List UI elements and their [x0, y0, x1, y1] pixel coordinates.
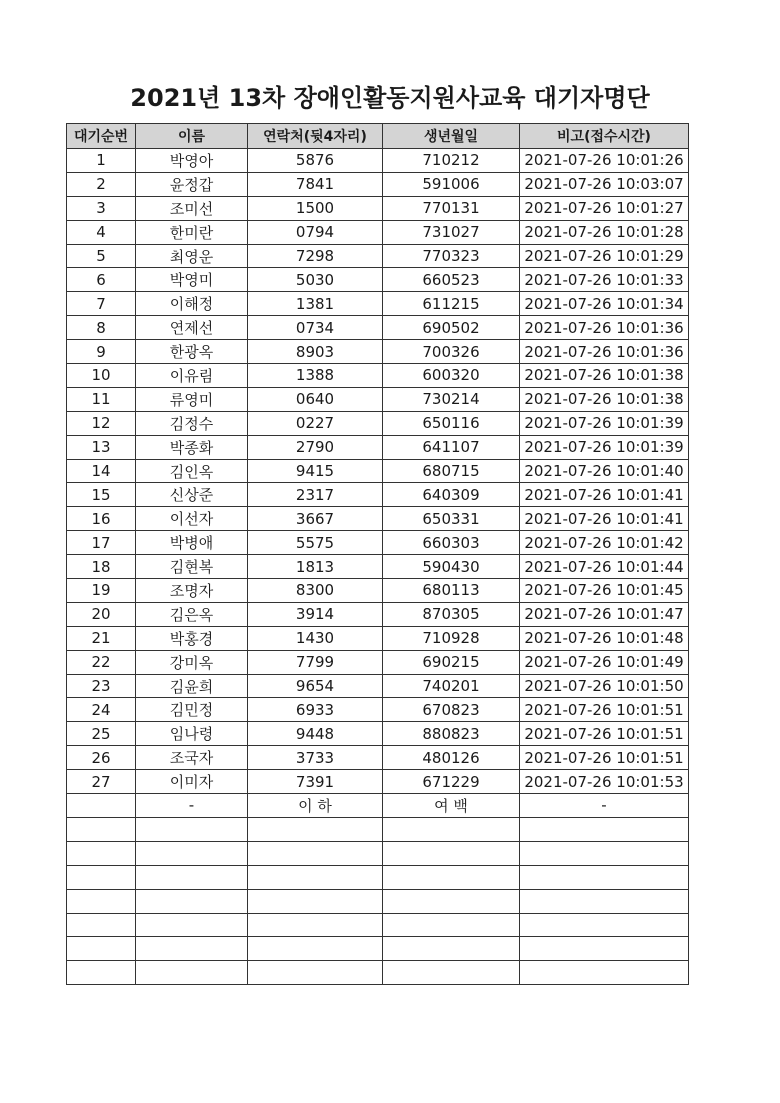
cell-note: 2021-07-26 10:01:42 [520, 531, 689, 555]
table-row [67, 316, 689, 340]
closing-cell-name: - [136, 794, 248, 818]
cell-note: 2021-07-26 10:01:38 [520, 387, 689, 411]
cell-name: 류영미 [136, 387, 248, 411]
cell-birthdate: 690215 [383, 650, 520, 674]
cell-name: 연제선 [136, 316, 248, 340]
cell-contact: 0227 [248, 411, 383, 435]
header-waitlist-number: 대기순번 [67, 124, 136, 149]
header-note: 비고(접수시간) [520, 124, 689, 149]
cell-name: 조명자 [136, 579, 248, 603]
cell-waitlist-number: 21 [67, 626, 136, 650]
cell-contact: 1430 [248, 626, 383, 650]
cell-birthdate: 650331 [383, 507, 520, 531]
cell-birthdate: 700326 [383, 340, 520, 364]
blank-cell [67, 817, 136, 841]
cell-note: 2021-07-26 10:01:39 [520, 435, 689, 459]
closing-row [67, 794, 689, 818]
cell-note: 2021-07-26 10:01:41 [520, 507, 689, 531]
table-row [67, 602, 689, 626]
cell-name: 강미옥 [136, 650, 248, 674]
cell-name: 김은옥 [136, 602, 248, 626]
cell-note: 2021-07-26 10:01:45 [520, 579, 689, 603]
cell-name: 박영미 [136, 268, 248, 292]
table-row [67, 722, 689, 746]
cell-contact: 8903 [248, 340, 383, 364]
cell-birthdate: 680113 [383, 579, 520, 603]
blank-cell [248, 913, 383, 937]
closing-cell-contact: 이 하 [248, 794, 383, 818]
cell-waitlist-number: 8 [67, 316, 136, 340]
blank-cell [248, 961, 383, 985]
blank-cell [67, 961, 136, 985]
cell-contact: 7841 [248, 172, 383, 196]
table-body [67, 149, 689, 985]
blank-row [67, 937, 689, 961]
cell-waitlist-number: 4 [67, 220, 136, 244]
cell-name: 김윤희 [136, 674, 248, 698]
cell-name: 임나령 [136, 722, 248, 746]
table-row [67, 172, 689, 196]
cell-name: 한광옥 [136, 340, 248, 364]
cell-contact: 7298 [248, 244, 383, 268]
table-row [67, 650, 689, 674]
table-row [67, 220, 689, 244]
table-row [67, 579, 689, 603]
cell-birthdate: 710928 [383, 626, 520, 650]
cell-birthdate: 480126 [383, 746, 520, 770]
blank-row [67, 841, 689, 865]
cell-waitlist-number: 12 [67, 411, 136, 435]
closing-cell-note: - [520, 794, 689, 818]
closing-cell-waitlist-number [67, 794, 136, 818]
cell-contact: 5575 [248, 531, 383, 555]
blank-cell [520, 865, 689, 889]
cell-contact: 1381 [248, 292, 383, 316]
blank-row [67, 913, 689, 937]
blank-cell [248, 865, 383, 889]
header-contact: 연락처(뒷4자리) [248, 124, 383, 149]
blank-cell [67, 841, 136, 865]
header-birthdate: 생년월일 [383, 124, 520, 149]
table-row [67, 674, 689, 698]
cell-birthdate: 770323 [383, 244, 520, 268]
cell-birthdate: 660523 [383, 268, 520, 292]
blank-cell [248, 841, 383, 865]
cell-name: 이유림 [136, 364, 248, 388]
blank-row [67, 889, 689, 913]
cell-note: 2021-07-26 10:01:29 [520, 244, 689, 268]
blank-row [67, 865, 689, 889]
cell-contact: 9654 [248, 674, 383, 698]
cell-birthdate: 880823 [383, 722, 520, 746]
cell-name: 윤정갑 [136, 172, 248, 196]
blank-cell [67, 937, 136, 961]
table-row [67, 364, 689, 388]
cell-note: 2021-07-26 10:01:47 [520, 602, 689, 626]
blank-row [67, 961, 689, 985]
cell-name: 김정수 [136, 411, 248, 435]
cell-birthdate: 611215 [383, 292, 520, 316]
table-row [67, 340, 689, 364]
blank-row [67, 817, 689, 841]
cell-waitlist-number: 16 [67, 507, 136, 531]
cell-note: 2021-07-26 10:01:36 [520, 340, 689, 364]
cell-waitlist-number: 23 [67, 674, 136, 698]
cell-contact: 5030 [248, 268, 383, 292]
cell-waitlist-number: 20 [67, 602, 136, 626]
cell-birthdate: 671229 [383, 770, 520, 794]
table-row [67, 244, 689, 268]
blank-cell [520, 961, 689, 985]
cell-note: 2021-07-26 10:01:51 [520, 746, 689, 770]
blank-cell [383, 841, 520, 865]
cell-waitlist-number: 18 [67, 555, 136, 579]
blank-cell [136, 937, 248, 961]
cell-contact: 9415 [248, 459, 383, 483]
cell-note: 2021-07-26 10:01:48 [520, 626, 689, 650]
table-row [67, 411, 689, 435]
cell-name: 박병애 [136, 531, 248, 555]
table-row [67, 555, 689, 579]
blank-cell [248, 937, 383, 961]
cell-contact: 5876 [248, 149, 383, 173]
cell-waitlist-number: 24 [67, 698, 136, 722]
table-row [67, 459, 689, 483]
table-row [67, 698, 689, 722]
waitlist-table [66, 123, 689, 985]
cell-waitlist-number: 5 [67, 244, 136, 268]
cell-contact: 0734 [248, 316, 383, 340]
cell-birthdate: 731027 [383, 220, 520, 244]
cell-contact: 2790 [248, 435, 383, 459]
cell-contact: 0794 [248, 220, 383, 244]
cell-name: 조미선 [136, 196, 248, 220]
cell-contact: 9448 [248, 722, 383, 746]
blank-cell [248, 889, 383, 913]
cell-note: 2021-07-26 10:01:34 [520, 292, 689, 316]
table-row [67, 196, 689, 220]
blank-cell [383, 889, 520, 913]
cell-contact: 0640 [248, 387, 383, 411]
cell-note: 2021-07-26 10:01:28 [520, 220, 689, 244]
cell-contact: 2317 [248, 483, 383, 507]
blank-cell [136, 841, 248, 865]
cell-waitlist-number: 15 [67, 483, 136, 507]
blank-cell [520, 913, 689, 937]
cell-birthdate: 870305 [383, 602, 520, 626]
cell-name: 김현복 [136, 555, 248, 579]
cell-waitlist-number: 26 [67, 746, 136, 770]
cell-birthdate: 770131 [383, 196, 520, 220]
cell-contact: 7391 [248, 770, 383, 794]
cell-note: 2021-07-26 10:01:33 [520, 268, 689, 292]
blank-cell [383, 817, 520, 841]
cell-note: 2021-07-26 10:01:51 [520, 698, 689, 722]
cell-name: 김인옥 [136, 459, 248, 483]
table-row [67, 507, 689, 531]
cell-name: 박종화 [136, 435, 248, 459]
cell-birthdate: 690502 [383, 316, 520, 340]
blank-cell [136, 889, 248, 913]
table-row [67, 531, 689, 555]
cell-note: 2021-07-26 10:01:38 [520, 364, 689, 388]
blank-cell [136, 961, 248, 985]
cell-waitlist-number: 14 [67, 459, 136, 483]
blank-cell [136, 913, 248, 937]
blank-cell [520, 817, 689, 841]
blank-cell [67, 913, 136, 937]
cell-birthdate: 650116 [383, 411, 520, 435]
cell-note: 2021-07-26 10:01:53 [520, 770, 689, 794]
cell-name: 최영운 [136, 244, 248, 268]
cell-waitlist-number: 13 [67, 435, 136, 459]
blank-cell [520, 889, 689, 913]
cell-note: 2021-07-26 10:01:39 [520, 411, 689, 435]
cell-waitlist-number: 9 [67, 340, 136, 364]
table-row [67, 149, 689, 173]
cell-name: 조국자 [136, 746, 248, 770]
cell-birthdate: 730214 [383, 387, 520, 411]
cell-waitlist-number: 7 [67, 292, 136, 316]
cell-birthdate: 680715 [383, 459, 520, 483]
blank-cell [520, 841, 689, 865]
cell-waitlist-number: 6 [67, 268, 136, 292]
cell-note: 2021-07-26 10:01:40 [520, 459, 689, 483]
blank-cell [383, 865, 520, 889]
cell-note: 2021-07-26 10:01:27 [520, 196, 689, 220]
cell-contact: 7799 [248, 650, 383, 674]
cell-waitlist-number: 22 [67, 650, 136, 674]
cell-note: 2021-07-26 10:01:51 [520, 722, 689, 746]
blank-cell [67, 889, 136, 913]
cell-waitlist-number: 10 [67, 364, 136, 388]
table-row [67, 746, 689, 770]
cell-name: 박홍경 [136, 626, 248, 650]
cell-note: 2021-07-26 10:01:26 [520, 149, 689, 173]
cell-contact: 1388 [248, 364, 383, 388]
table-row [67, 268, 689, 292]
cell-birthdate: 591006 [383, 172, 520, 196]
cell-note: 2021-07-26 10:01:49 [520, 650, 689, 674]
cell-waitlist-number: 17 [67, 531, 136, 555]
cell-birthdate: 641107 [383, 435, 520, 459]
table-row [67, 770, 689, 794]
table-row [67, 292, 689, 316]
table-row [67, 626, 689, 650]
cell-birthdate: 660303 [383, 531, 520, 555]
closing-cell-birthdate: 여 백 [383, 794, 520, 818]
cell-waitlist-number: 11 [67, 387, 136, 411]
table-row [67, 435, 689, 459]
blank-cell [383, 937, 520, 961]
cell-contact: 6933 [248, 698, 383, 722]
cell-name: 이해정 [136, 292, 248, 316]
cell-waitlist-number: 25 [67, 722, 136, 746]
cell-waitlist-number: 1 [67, 149, 136, 173]
cell-name: 김민정 [136, 698, 248, 722]
blank-cell [248, 817, 383, 841]
cell-contact: 8300 [248, 579, 383, 603]
cell-name: 신상준 [136, 483, 248, 507]
blank-cell [383, 913, 520, 937]
blank-cell [520, 937, 689, 961]
cell-note: 2021-07-26 10:01:36 [520, 316, 689, 340]
cell-name: 이미자 [136, 770, 248, 794]
cell-note: 2021-07-26 10:01:44 [520, 555, 689, 579]
cell-note: 2021-07-26 10:03:07 [520, 172, 689, 196]
cell-contact: 3733 [248, 746, 383, 770]
cell-contact: 3914 [248, 602, 383, 626]
cell-name: 박영아 [136, 149, 248, 173]
cell-contact: 1500 [248, 196, 383, 220]
page-title: 2021년 13차 장애인활동지원사교육 대기자명단 [130, 84, 650, 112]
table-row [67, 387, 689, 411]
cell-birthdate: 710212 [383, 149, 520, 173]
table-header-row [67, 124, 689, 149]
cell-waitlist-number: 27 [67, 770, 136, 794]
blank-cell [136, 865, 248, 889]
cell-birthdate: 640309 [383, 483, 520, 507]
cell-birthdate: 670823 [383, 698, 520, 722]
cell-contact: 3667 [248, 507, 383, 531]
blank-cell [67, 865, 136, 889]
cell-note: 2021-07-26 10:01:50 [520, 674, 689, 698]
cell-waitlist-number: 3 [67, 196, 136, 220]
blank-cell [136, 817, 248, 841]
cell-birthdate: 600320 [383, 364, 520, 388]
cell-note: 2021-07-26 10:01:41 [520, 483, 689, 507]
cell-birthdate: 740201 [383, 674, 520, 698]
cell-name: 이선자 [136, 507, 248, 531]
cell-waitlist-number: 19 [67, 579, 136, 603]
cell-waitlist-number: 2 [67, 172, 136, 196]
table-row [67, 483, 689, 507]
cell-contact: 1813 [248, 555, 383, 579]
header-name: 이름 [136, 124, 248, 149]
blank-cell [383, 961, 520, 985]
cell-birthdate: 590430 [383, 555, 520, 579]
cell-name: 한미란 [136, 220, 248, 244]
